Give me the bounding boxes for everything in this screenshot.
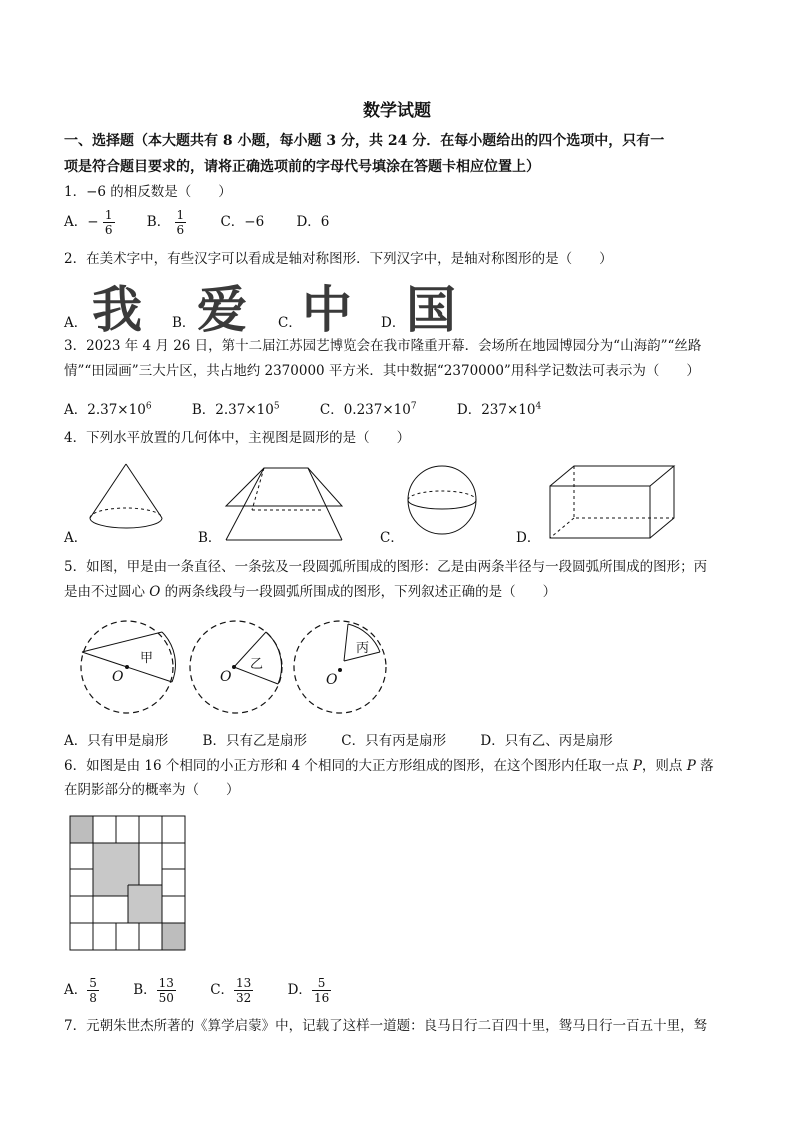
- q6-d-num: 5: [312, 976, 331, 991]
- yi-center-label: O: [220, 669, 232, 685]
- q6-b-label: B．: [133, 982, 157, 998]
- q3-c-base: 0.237×10: [343, 401, 411, 418]
- hanzi-guo: 国: [406, 281, 456, 339]
- q4-label-d: D．: [516, 530, 541, 546]
- q6-c-den: 32: [236, 991, 252, 1005]
- q5-option-c: C．只有丙是扇形: [341, 733, 447, 749]
- q6-b-num: 13: [158, 976, 174, 990]
- q3-b-base: 2.37×10: [215, 401, 274, 418]
- q5-line1: 5．如图，甲是由一条直径、一条弦及一段圆弧所围成的图形：乙是由两条半径与一段圆弧所围成的图形；丙: [64, 559, 708, 575]
- q6-option-a: [64, 976, 99, 1005]
- q3-options: [64, 396, 541, 420]
- q2-label-a: A．: [64, 315, 88, 331]
- grid-figure: [70, 816, 190, 954]
- q1-a-label: A．−: [64, 214, 99, 230]
- bing-label: 丙: [356, 641, 370, 656]
- q5-line2-post: 的两条线段与一段圆弧所围成的图形，下列叙述正确的是（ ）: [160, 584, 557, 600]
- q1-stem: 1．−6 的相反数是（ ）: [64, 184, 232, 200]
- hanzi-ai: 爱: [197, 281, 247, 339]
- page-title: 数学试题: [363, 101, 431, 121]
- q4-label-a: A．: [64, 530, 88, 546]
- q1-b-label: B．: [146, 214, 171, 230]
- hanzi-zhong: 中: [302, 281, 352, 339]
- q1-option-c: C．−6: [220, 214, 265, 230]
- q3-b-label: B．: [191, 401, 216, 418]
- q3-line1: 3．2023 年 4 月 26 日，第十二届江苏园艺博览会在我市隆重开幕．会场所在地园博园分为“山海韵”“丝路: [64, 338, 702, 354]
- section1-heading-line1: 一、选择题（本大题共有 8 小题，每小题 3 分，共 24 分．在每小题给出的四个选项中，只有一: [64, 133, 665, 149]
- q6-b-fraction: [157, 976, 176, 1005]
- q6-point-p1: P: [632, 758, 642, 774]
- jia-label: 甲: [140, 651, 154, 666]
- q1-option-a: [64, 208, 119, 237]
- q6-d-label: D．: [287, 982, 312, 998]
- q3-a-base: 2.37×10: [87, 401, 146, 418]
- q1-b-num: 1: [176, 208, 185, 222]
- q1-a-fraction: [103, 208, 115, 237]
- q2-stem: 2．在美术字中，有些汉字可以看成是轴对称图形．下列汉字中，是轴对称图形的是（ ）: [64, 251, 613, 267]
- frustum-figure: [222, 466, 346, 544]
- bing-center-label: O: [326, 672, 338, 688]
- q5-line2: [64, 582, 556, 602]
- q3-option-c: [320, 402, 417, 418]
- q5-line2-pre: 是由不过圆心: [64, 584, 150, 600]
- q6-line1: [64, 756, 714, 776]
- cone-figure: [86, 462, 166, 534]
- q1-a-den: 6: [104, 223, 113, 237]
- q6-option-b: [133, 976, 176, 1005]
- hanzi-wo: 我: [92, 281, 142, 339]
- q2-label-b: B．: [172, 315, 196, 331]
- q6-point-p2: P: [686, 758, 696, 774]
- q1-option-d: D．6: [296, 214, 330, 230]
- q5-line2-o: O: [149, 584, 161, 600]
- q5-option-d: D．只有乙、丙是扇形: [480, 733, 613, 749]
- q6-options: [64, 976, 331, 1005]
- q6-line1-mid: ，则点: [641, 758, 687, 774]
- q3-option-d: [457, 402, 541, 418]
- q3-a-exp: 6: [145, 401, 152, 411]
- figure-yi: [188, 612, 288, 720]
- q1-a-num: 1: [104, 208, 113, 222]
- q1-option-b: [146, 208, 191, 237]
- jia-center-label: O: [112, 669, 124, 685]
- q6-option-d: [287, 976, 332, 1005]
- q1-b-fraction: [175, 208, 187, 237]
- q7-line1: 7．元朝朱世杰所著的《算学启蒙》中，记载了这样一道题：良马日行二百四十里，鸳马日行一百五十里，驽: [64, 1018, 708, 1034]
- q4-label-b: B．: [198, 530, 222, 546]
- q6-option-c: [210, 976, 253, 1005]
- q3-c-label: C．: [319, 401, 344, 418]
- q5-options: [64, 731, 613, 751]
- q1-options: [64, 208, 329, 237]
- q6-d-fraction: [312, 976, 331, 1005]
- q6-c-num: 13: [236, 976, 252, 990]
- q6-c-fraction: [234, 976, 253, 1005]
- q2-label-d: D．: [381, 315, 406, 331]
- q6-a-fraction: [87, 976, 99, 1005]
- q6-a-label: A．: [64, 982, 88, 998]
- q3-d-label: D．: [456, 401, 482, 418]
- q3-option-a: [64, 402, 152, 418]
- q6-c-label: C．: [210, 982, 235, 998]
- q5-option-a: A．只有甲是扇形: [64, 733, 169, 749]
- q6-line1-pre: 6．如图是由 16 个相同的小正方形和 4 个相同的大正方形组成的图形，在这个图形内任取一点: [64, 758, 633, 774]
- q6-line2: 在阴影部分的概率为（ ）: [64, 782, 240, 798]
- q1-b-den: 6: [176, 223, 185, 237]
- q3-line2: 情”“田园画”三大片区，共占地约 2370000 平方米．其中数据“2370000”用科学记数法可表示为（ ）: [64, 363, 700, 379]
- q4-stem: 4．下列水平放置的几何体中，主视图是圆形的是（ ）: [64, 430, 411, 446]
- figure-jia: [80, 612, 180, 720]
- q3-c-exp: 7: [410, 401, 417, 411]
- figure-bing: [296, 612, 396, 720]
- cuboid-figure: [548, 464, 678, 542]
- yi-label: 乙: [250, 657, 264, 672]
- q3-d-exp: 4: [535, 401, 542, 411]
- sphere-figure: [406, 464, 478, 536]
- q3-b-exp: 5: [273, 401, 280, 411]
- q3-option-b: [192, 402, 280, 418]
- q6-line1-post: 落: [695, 758, 714, 774]
- q6-a-num: 5: [89, 976, 97, 990]
- q4-label-c: C．: [380, 530, 404, 546]
- q6-d-den: 16: [313, 991, 330, 1005]
- q3-d-base: 237×10: [481, 401, 536, 418]
- section1-heading-line2: 项是符合题目要求的，请将正确选项前的字母代号填涂在答题卡相应位置上）: [64, 159, 540, 175]
- q6-b-den: 50: [158, 991, 174, 1005]
- q5-option-b: B．只有乙是扇形: [202, 733, 307, 749]
- q2-label-c: C．: [278, 315, 302, 331]
- q6-a-den: 8: [89, 991, 97, 1005]
- q3-a-label: A．: [64, 401, 88, 418]
